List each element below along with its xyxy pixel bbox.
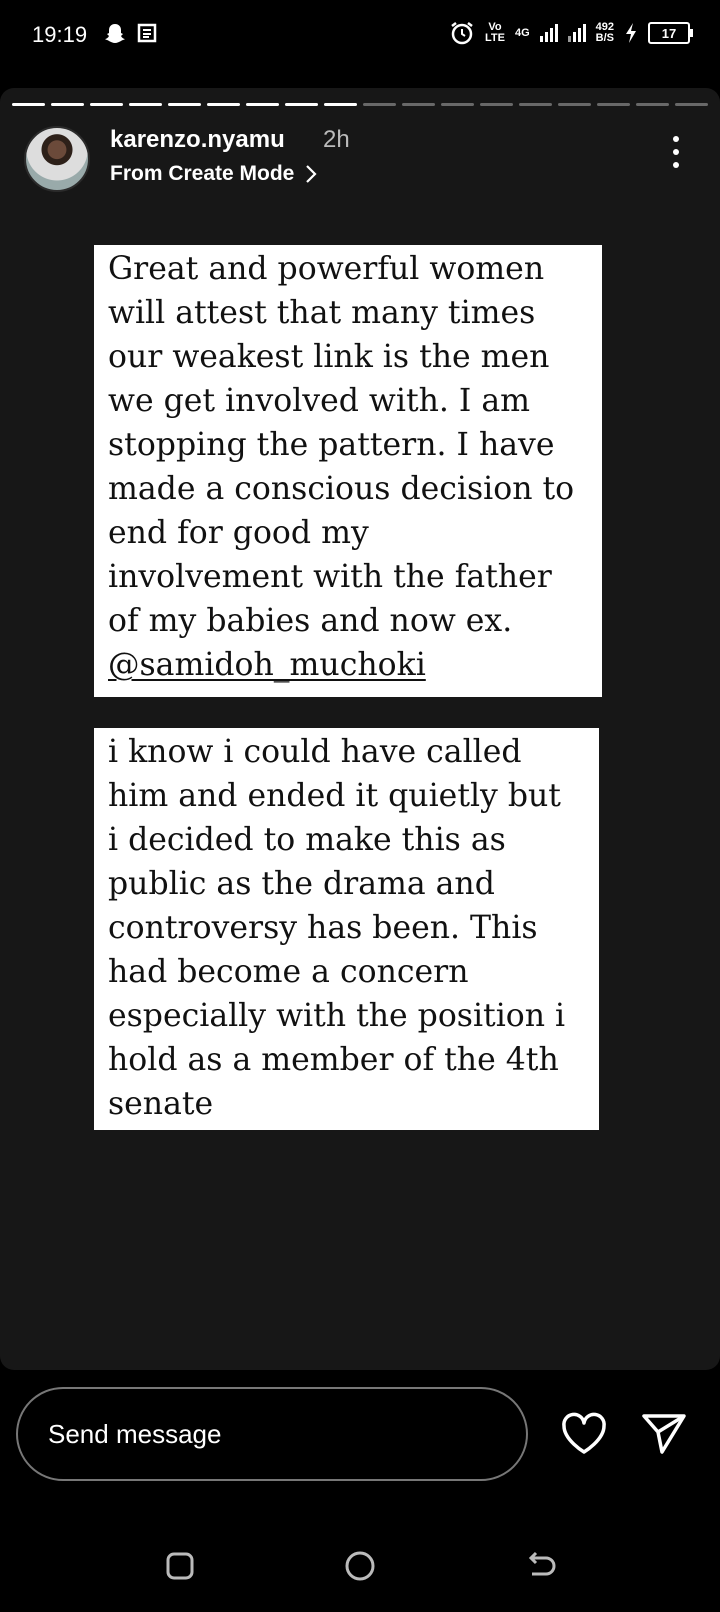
- progress-segment: [558, 103, 591, 106]
- card2-text: i know i could have called him and ended it quietly but i decided to make this as public as the drama and controversy has been. This had become a concern especially with the position i hold as a member of the 4th senate: [108, 734, 566, 1122]
- volte-indicator: [485, 22, 505, 44]
- story-text-card-1: [94, 245, 602, 697]
- alarm-icon: [449, 20, 475, 46]
- progress-segment: [675, 103, 708, 106]
- more-options-icon[interactable]: [672, 136, 680, 168]
- speed-indicator: [596, 22, 614, 44]
- signal-icon-2: [568, 24, 586, 42]
- chevron-right-icon: [304, 163, 318, 185]
- home-icon[interactable]: [340, 1546, 380, 1586]
- progress-segment: [168, 103, 201, 106]
- create-mode-label: From Create Mode: [110, 162, 295, 185]
- progress-segment: [597, 103, 630, 106]
- progress-segment: [636, 103, 669, 106]
- progress-segment: [285, 103, 318, 106]
- snapchat-icon: [104, 22, 126, 44]
- progress-segment: [12, 103, 45, 106]
- network-gen: [515, 28, 530, 39]
- progress-segment: [519, 103, 552, 106]
- progress-segment: [90, 103, 123, 106]
- speed-value: 492: [595, 21, 614, 33]
- news-icon: [136, 22, 158, 44]
- progress-segment: [129, 103, 162, 106]
- battery-level: 17: [661, 25, 677, 41]
- progress-segment: [51, 103, 84, 106]
- status-right: [449, 20, 690, 46]
- heart-icon[interactable]: [560, 1412, 608, 1456]
- recent-apps-icon[interactable]: [160, 1546, 200, 1586]
- story-progress: [12, 103, 708, 107]
- progress-segment: [246, 103, 279, 106]
- card1-text: Great and powerful women will attest that many times our weakest link is the men we get involved with. I am stopping the pattern. I have made a conscious decision to end for good my involvement with the father of my babies and now ex.: [108, 251, 575, 639]
- story-time-ago: 2h: [323, 126, 350, 153]
- status-left-icons: [104, 22, 158, 44]
- speed-unit: B/S: [595, 32, 614, 44]
- story-viewer[interactable]: [0, 88, 720, 1370]
- progress-segment: [324, 103, 357, 106]
- story-text-card-2: [94, 728, 599, 1130]
- charging-icon: [624, 22, 638, 44]
- send-message-input[interactable]: [16, 1387, 528, 1481]
- volte-bottom: LTE: [484, 32, 505, 44]
- back-icon[interactable]: [520, 1546, 560, 1586]
- status-bar: [0, 0, 720, 72]
- battery-indicator: [648, 22, 690, 44]
- progress-segment: [402, 103, 435, 106]
- progress-segment: [480, 103, 513, 106]
- mention-link[interactable]: @samidoh_muchoki: [108, 647, 426, 683]
- status-time: 19:19: [32, 22, 88, 47]
- send-icon[interactable]: [640, 1410, 688, 1458]
- story-username[interactable]: karenzo.nyamu: [110, 126, 285, 153]
- network-gen-label: 4G: [514, 26, 530, 39]
- progress-segment: [207, 103, 240, 106]
- progress-segment: [441, 103, 474, 106]
- create-mode-link[interactable]: [110, 162, 318, 186]
- system-nav-bar: [0, 1520, 720, 1612]
- volte-top: Vo: [488, 21, 502, 33]
- signal-icon: [540, 24, 558, 42]
- avatar[interactable]: [24, 126, 90, 192]
- progress-segment: [363, 103, 396, 106]
